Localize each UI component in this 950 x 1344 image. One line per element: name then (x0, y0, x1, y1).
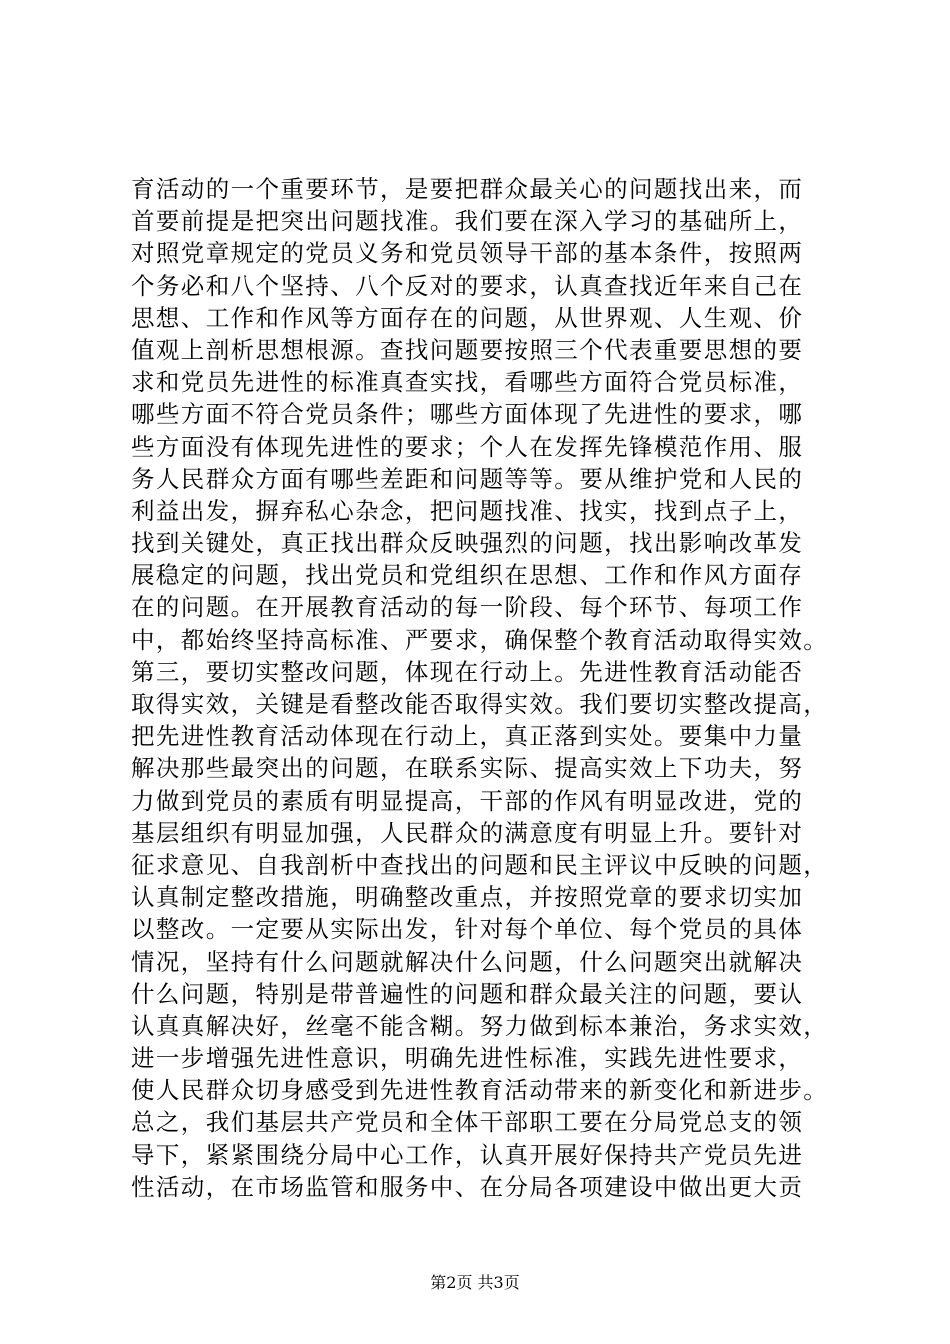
text-line: 基层组织有明显加强，人民群众的满意度有明显上升。要针对 (131, 818, 804, 847)
text-line: 中，都始终坚持高标准、严要求，确保整个教育活动取得实效。 (131, 625, 829, 654)
text-line: 情况，坚持有什么问题就解决什么问题，什么问题突出就解决 (131, 947, 804, 976)
text-line: 认真制定整改措施，明确整改重点，并按照党章的要求切实加 (131, 883, 804, 912)
text-line: 思想、工作和作风等方面存在的问题，从世界观、人生观、价 (131, 303, 804, 332)
text-line: 力做到党员的素质有明显提高，干部的作风有明显改进，党的 (131, 786, 804, 815)
text-line: 把先进性教育活动体现在行动上，真正落到实处。要集中力量 (131, 722, 804, 751)
text-line: 总之，我们基层共产党员和全体干部职工要在分局党总支的领 (131, 1108, 804, 1137)
text-line: 第三，要切实整改问题，体现在行动上。先进性教育活动能否 (131, 657, 804, 686)
text-line: 进一步增强先进性意识，明确先进性标准，实践先进性要求， (131, 1044, 804, 1073)
page-footer (0, 1272, 950, 1294)
text-line: 展稳定的问题，找出党员和党组织在思想、工作和作风方面存 (131, 561, 804, 590)
text-line: 使人民群众切身感受到先进性教育活动带来的新变化和新进步。 (131, 1076, 829, 1105)
body-text (131, 173, 851, 1203)
text-line: 在的问题。在开展教育活动的每一阶段、每个环节、每项工作 (131, 593, 804, 622)
text-line: 认真真解决好，丝毫不能含糊。努力做到标本兼治，务求实效， (131, 1011, 829, 1040)
text-line: 利益出发，摒弃私心杂念，把问题找准、找实，找到点子上， (131, 496, 804, 525)
text-line: 取得实效，关键是看整改能否取得实效。我们要切实整改提高， (131, 690, 829, 718)
page-number-label: 第2页 共3页 (430, 1273, 520, 1292)
text-line: 找到关键处，真正找出群众反映强烈的问题，找出影响改革发 (131, 529, 804, 558)
text-line: 以整改。一定要从实际出发，针对每个单位、每个党员的具体 (131, 915, 804, 944)
text-line: 对照党章规定的党员义务和党员领导干部的基本条件，按照两 (131, 239, 804, 268)
text-line: 育活动的一个重要环节，是要把群众最关心的问题找出来，而 (131, 175, 804, 203)
text-line: 个务必和八个坚持、八个反对的要求，认真查找近年来自己在 (131, 271, 804, 300)
text-line: 务人民群众方面有哪些差距和问题等等。要从维护党和人民的 (131, 464, 804, 493)
text-line: 值观上剖析思想根源。查找问题要按照三个代表重要思想的要 (131, 335, 804, 364)
text-line: 些方面没有体现先进性的要求；个人在发挥先锋模范作用、服 (131, 432, 804, 461)
text-line: 导下，紧紧围绕分局中心工作，认真开展好保持共产党员先进 (131, 1140, 804, 1169)
text-line: 哪些方面不符合党员条件；哪些方面体现了先进性的要求，哪 (131, 400, 804, 429)
text-line: 什么问题，特别是带普遍性的问题和群众最关注的问题，要认 (131, 979, 804, 1008)
text-line: 性活动，在市场监管和服务中、在分局各项建设中做出更大贡 (131, 1172, 804, 1201)
text-line: 求和党员先进性的标准真查实找，看哪些方面符合党员标准， (131, 368, 804, 397)
text-line: 解决那些最突出的问题，在联系实际、提高实效上下功夫，努 (131, 754, 804, 783)
text-line: 征求意见、自我剖析中查找出的问题和民主评议中反映的问题， (131, 850, 829, 879)
text-line: 首要前提是把突出问题找准。我们要在深入学习的基础所上， (131, 207, 804, 236)
